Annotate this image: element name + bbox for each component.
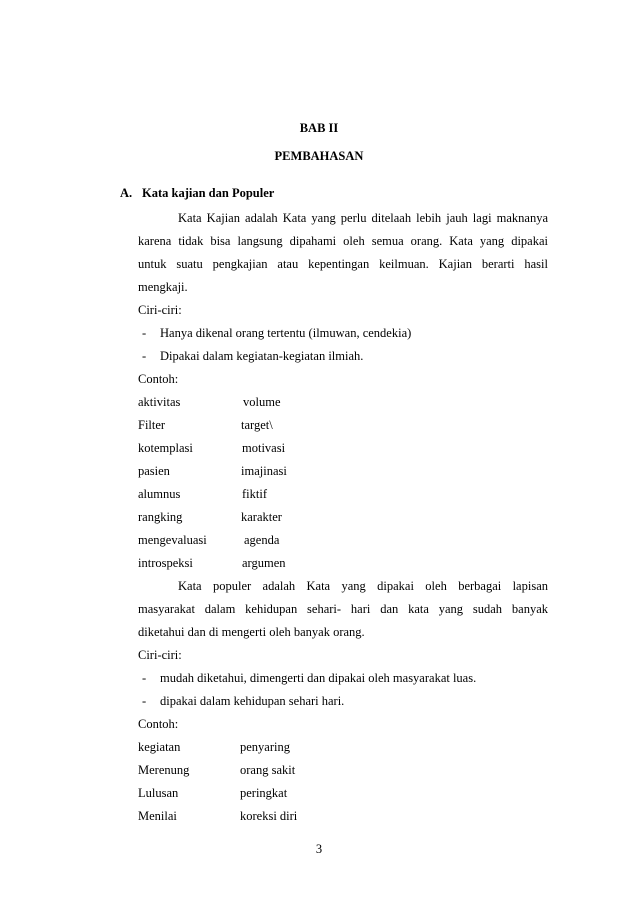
kajian-example-word: argumen [242, 556, 286, 570]
kajian-ciri-label: Ciri-ciri: [138, 303, 182, 317]
populer-line-1: Kata populer adalah Kata yang dipakai oleh berbagai lapisan [178, 579, 548, 593]
kajian-ciri-item: Hanya dikenal orang tertentu (ilmuwan, cendekia) [160, 326, 412, 340]
kajian-example-word: fiktif [242, 487, 267, 501]
list-dash: - [142, 671, 147, 685]
populer-line-2: masyarakat dalam kehidupan sehari- hari dan kata yang sudah banyak [138, 602, 548, 616]
kajian-example-word: rangking [138, 510, 183, 524]
kajian-example-word: agenda [244, 533, 280, 547]
populer-example-word: Merenung [138, 763, 190, 777]
populer-example-word: Lulusan [138, 786, 179, 800]
populer-ciri-item: mudah diketahui, dimengerti dan dipakai oleh masyarakat luas. [160, 671, 477, 685]
section-marker: A. [120, 186, 133, 200]
populer-example-word: koreksi diri [240, 809, 298, 823]
kajian-example-word: imajinasi [241, 464, 287, 478]
list-dash: - [142, 326, 147, 340]
populer-ciri-label: Ciri-ciri: [138, 648, 182, 662]
kajian-line-3: untuk suatu pengkajian atau kepentingan keilmuan. Kajian berarti hasil [138, 257, 548, 271]
kajian-example-word: alumnus [138, 487, 181, 501]
kajian-example-word: aktivitas [138, 395, 181, 409]
populer-example-word: orang sakit [240, 763, 296, 777]
kajian-example-word: kotemplasi [138, 441, 193, 455]
kajian-contoh-label: Contoh: [138, 372, 179, 386]
populer-example-word: Menilai [138, 809, 177, 823]
populer-line-3: diketahui dan di mengerti oleh banyak orang. [138, 625, 365, 639]
section-heading: Kata kajian dan Populer [142, 186, 275, 200]
page-number: 3 [315, 842, 323, 856]
kajian-example-word: introspeksi [138, 556, 193, 570]
kajian-ciri-item: Dipakai dalam kegiatan-kegiatan ilmiah. [160, 349, 364, 363]
kajian-example-word: mengevaluasi [138, 533, 207, 547]
populer-ciri-item: dipakai dalam kehidupan sehari hari. [160, 694, 345, 708]
populer-example-word: kegiatan [138, 740, 181, 754]
chapter-title: PEMBAHASAN [274, 149, 364, 163]
populer-example-word: peringkat [240, 786, 288, 800]
kajian-example-word: karakter [241, 510, 282, 524]
kajian-example-word: pasien [138, 464, 170, 478]
kajian-example-word: volume [243, 395, 281, 409]
kajian-line-1: Kata Kajian adalah Kata yang perlu ditelaah lebih jauh lagi maknanya [178, 211, 548, 225]
kajian-line-2: karena tidak bisa langsung dipahami oleh semua orang. Kata yang dipakai [138, 234, 548, 248]
populer-contoh-label: Contoh: [138, 717, 179, 731]
kajian-example-word: Filter [138, 418, 166, 432]
kajian-example-word: target\ [241, 418, 273, 432]
chapter-number: BAB II [299, 121, 339, 135]
populer-example-word: penyaring [240, 740, 290, 754]
list-dash: - [142, 694, 147, 708]
kajian-example-word: motivasi [242, 441, 286, 455]
list-dash: - [142, 349, 147, 363]
kajian-line-4: mengkaji. [138, 280, 188, 294]
